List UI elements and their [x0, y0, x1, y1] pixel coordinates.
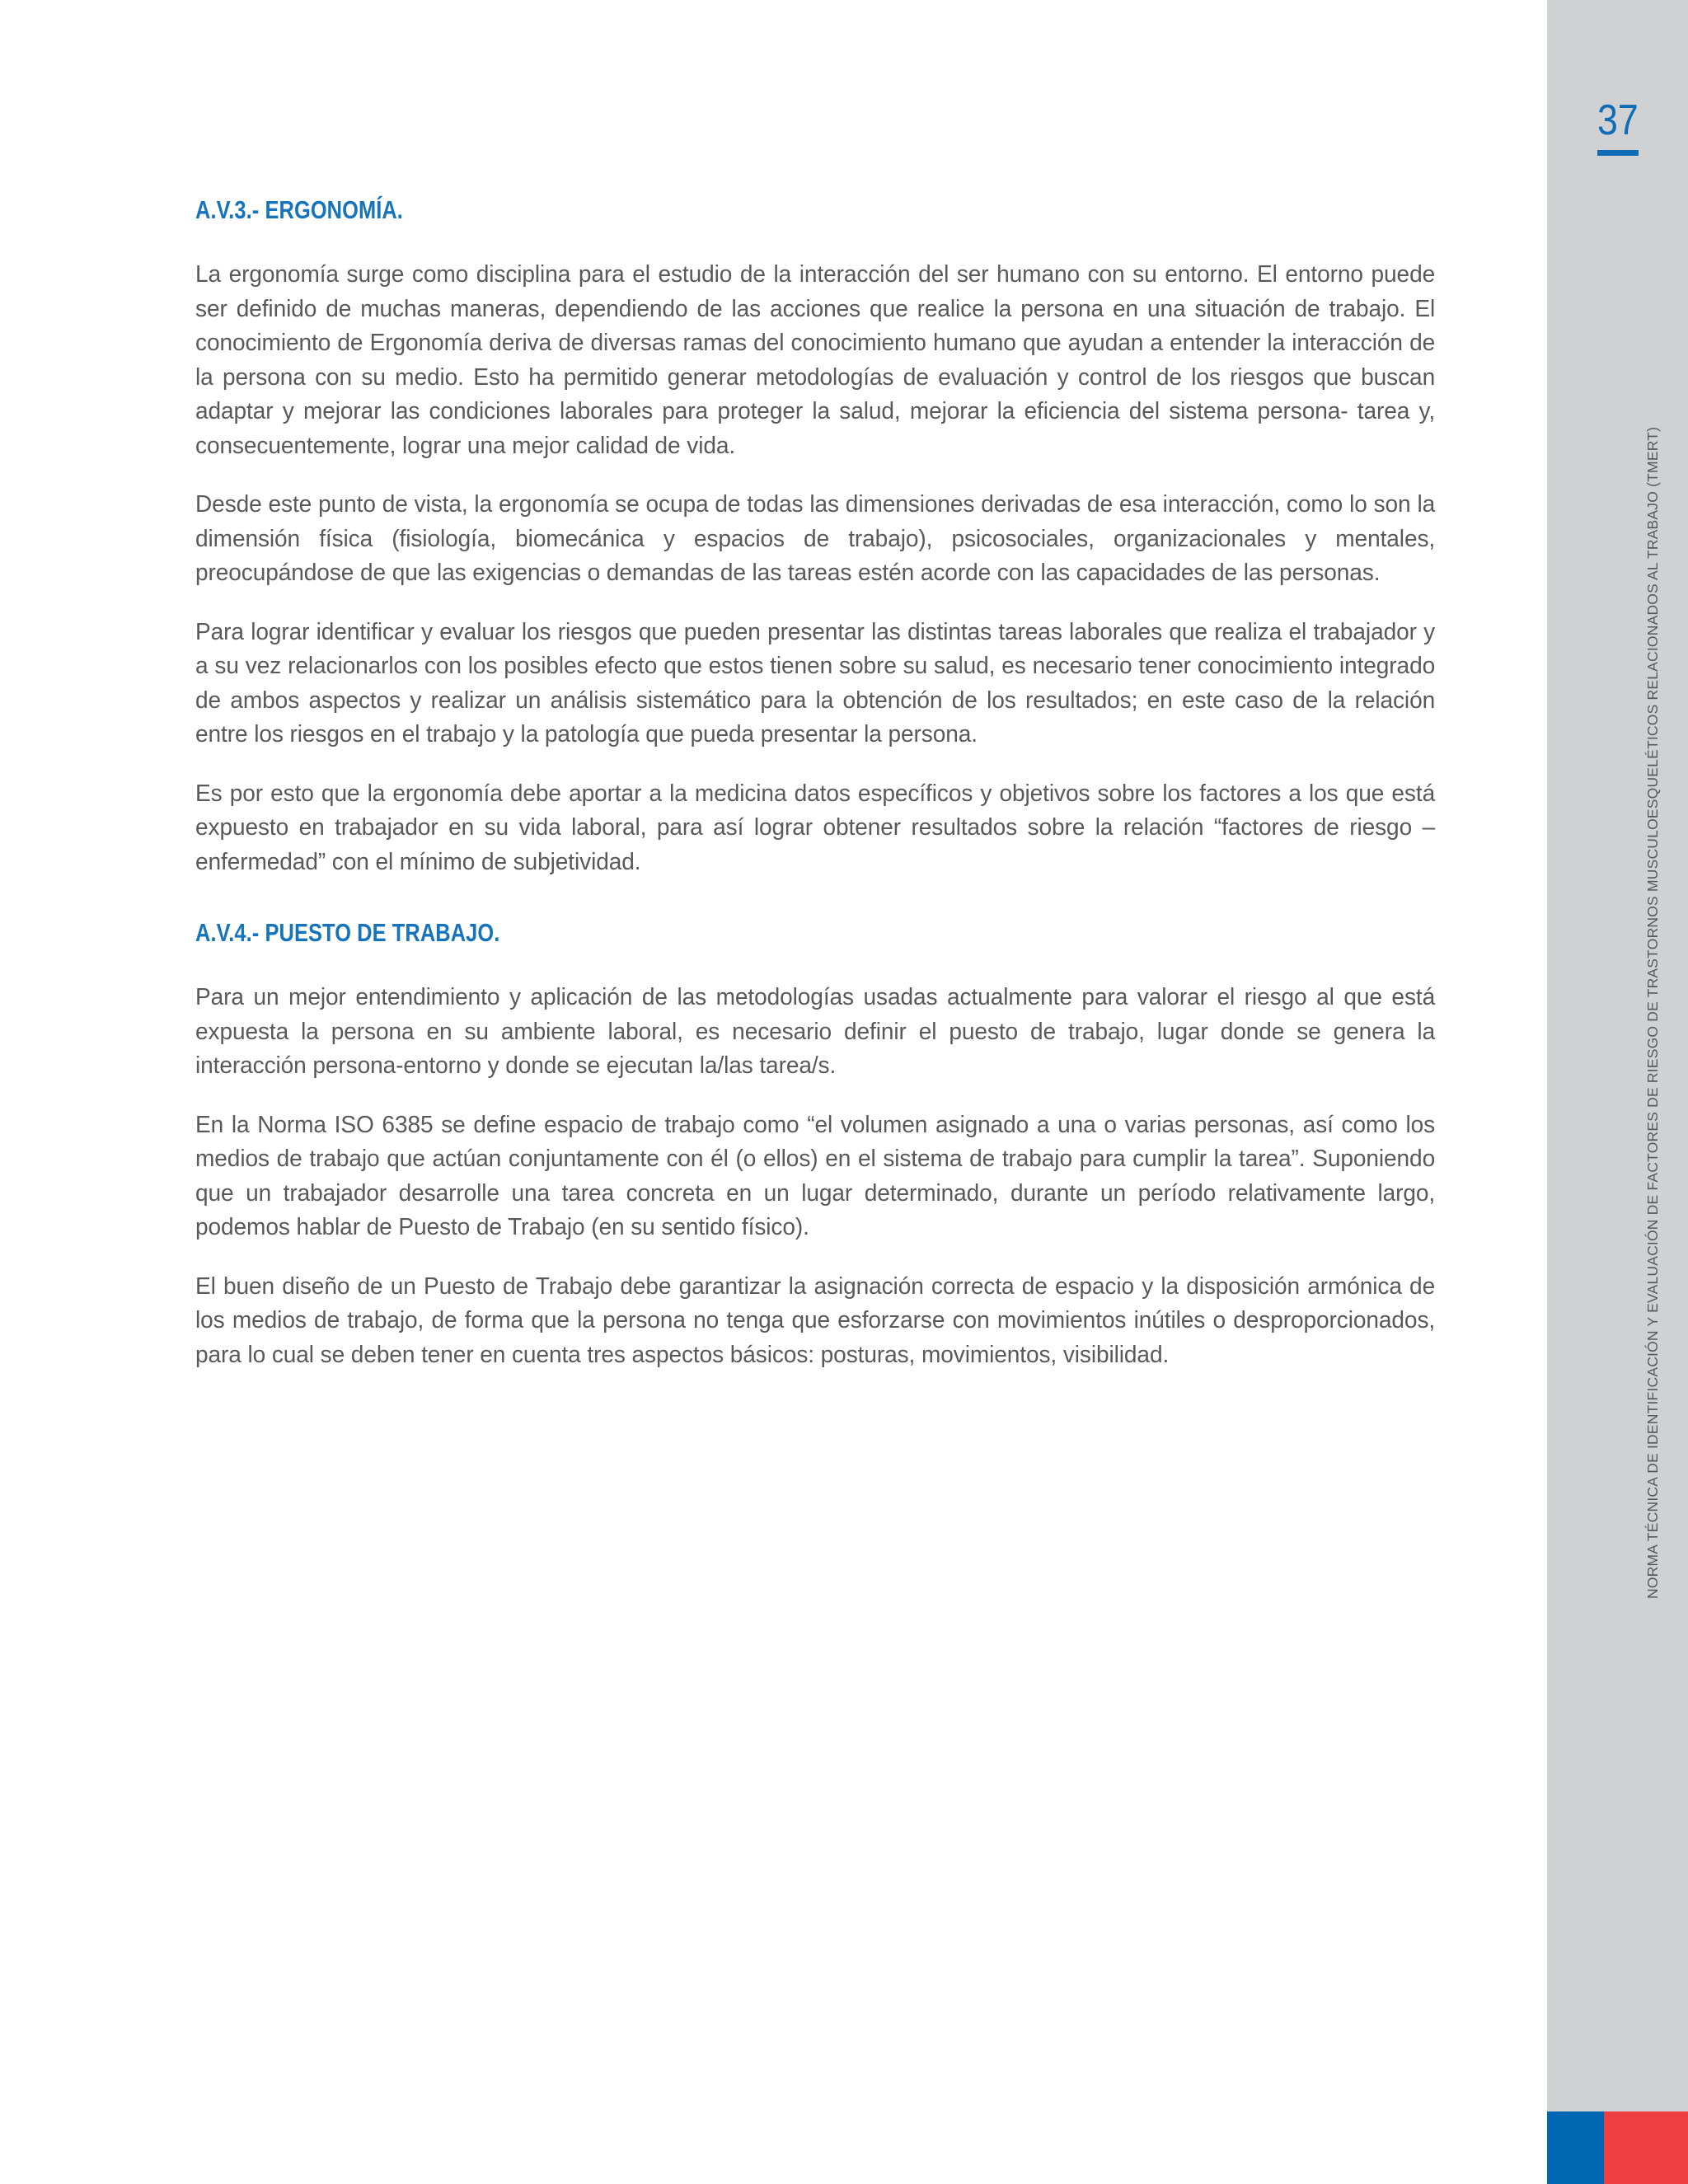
paragraph: En la Norma ISO 6385 se define espacio de trabajo como “el volumen asignado a una o varias personas, así como los medios de trabajo que actúan conjuntamente con él (o ellos) en el sistema de trabajo para cumplir la tarea”. Suponiendo que un trabajador desarrolle una tarea concreta en un lugar determinado, durante un período relativamente largo, podemos hablar de Puesto de Trabajo (en su sentido físico). [195, 1111, 1436, 1241]
section-heading-puesto-de-trabajo: A.V.4.- PUESTO DE TRABAJO. [195, 918, 500, 948]
main-text-column [195, 194, 1454, 1372]
side-rail-inner [1547, 0, 1688, 2184]
page-side-rail [1547, 0, 1688, 2184]
section-heading-ergonomia: A.V.3.- ERGONOMÍA. [195, 195, 403, 224]
spacer [195, 948, 1454, 981]
paragraph: Es por esto que la ergonomía debe aportar a la medicina datos específicos y objetivos sobre los factores a los que está expuesto en trabajador en su vida laboral, para así lograr obtener resultados sobre la relación “factores de riesgo – enfermedad” con el mínimo de subjetividad. [195, 780, 1436, 875]
spacer [195, 1245, 1454, 1270]
paragraph: La ergonomía surge como disciplina para el estudio de la interacción del ser humano con su entorno. El entorno puede ser definido de muchas maneras, dependiendo de las acciones que realice la persona en una situación de trabajo. El conocimiento de Ergonomía deriva de diversas ramas del conocimiento humano que ayudan a entender la interacción de la persona con su medio. Esto ha permitido generar metodologías de evaluación y control de los riesgos que buscan adaptar y mejorar las condiciones laborales para proteger la salud, mejorar la eficiencia del sistema persona- tarea y, consecuentemente, lograr una mejor calidad de vida. [195, 261, 1436, 459]
paragraph: Para lograr identificar y evaluar los riesgos que pueden presentar las distintas tareas laborales que realiza el trabajador y a su vez relacionarlos con los posibles efecto que estos tienen sobre su salud, es necesario tener conocimiento integrado de ambos aspectos y realizar un análisis sistemático para la obtención de los resultados; en este caso de la relación entre los riesgos en el trabajo y la patología que pueda presentar la persona. [195, 618, 1436, 748]
spacer [195, 879, 1454, 917]
spacer [195, 1084, 1454, 1108]
paragraph: El buen diseño de un Puesto de Trabajo debe garantizar la asignación correcta de espacio y la disposición armónica de los medios de trabajo, de forma que la persona no tenga que esforzarse con movimientos inútiles o desproporcionados, para lo cual se deben tener en cuenta tres aspectos básicos: posturas, movimientos, visibilidad. [195, 1272, 1436, 1368]
page-number: 37 [1597, 96, 1639, 144]
corner-block-red [1604, 2111, 1688, 2184]
corner-block-blue [1547, 2111, 1604, 2184]
spacer [195, 225, 1454, 258]
spacer [195, 591, 1454, 616]
running-header-text: NORMA TÉCNICA DE IDENTIFICACIÓN Y EVALUACIÓN DE FACTORES DE RIESGO DE TRASTORNOS MUSCULOESQUELÉTICOS RELACIONADOS AL TRABAJO (TMERT) [1644, 426, 1661, 1599]
paragraph: Para un mejor entendimiento y aplicación de las metodologías usadas actualmente para valorar el riesgo al que está expuesta la persona en su ambiente laboral, es necesario definir el puesto de trabajo, lugar donde se genera la interacción persona-entorno y donde se ejecutan la/las tarea/s. [195, 984, 1436, 1080]
running-header-container [1547, 0, 1688, 2184]
paragraph: Desde este punto de vista, la ergonomía se ocupa de todas las dimensiones derivadas de esa interacción, como lo son la dimensión física (fisiología, biomecánica y espacios de trabajo), psicosociales, organizacionales y mentales, preocupándose de que las exigencias o demandas de las tareas estén acorde con las capacidades de las personas. [195, 491, 1436, 587]
spacer [195, 752, 1454, 777]
spacer [195, 463, 1454, 488]
